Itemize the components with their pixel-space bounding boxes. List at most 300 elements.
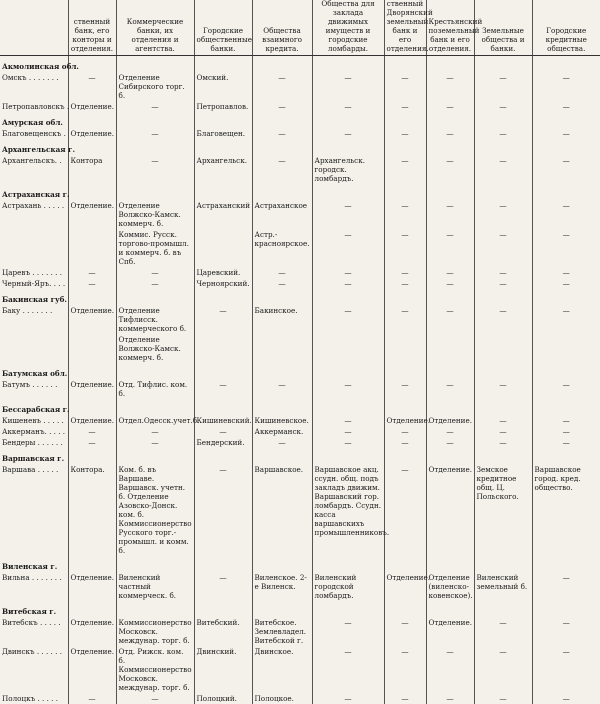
region-row (0, 399, 600, 415)
table-cell: — (116, 278, 194, 289)
table-cell: — (384, 617, 426, 646)
table-cell (532, 334, 600, 363)
table-cell (252, 139, 312, 155)
table-cell (252, 289, 312, 305)
table-cell: Коммис. Русск. торгово-промышл. и коммерч. б. въ Спб. (116, 229, 194, 267)
table-cell: — (474, 646, 532, 693)
table-cell (426, 334, 474, 363)
table-cell: — (116, 426, 194, 437)
table-cell (426, 184, 474, 200)
table-cell: — (384, 229, 426, 267)
table-cell: — (426, 305, 474, 334)
table-row (0, 415, 600, 426)
table-cell: — (532, 415, 600, 426)
table-cell: Варшавское город. кред. общество. (532, 464, 600, 556)
table-cell (312, 139, 384, 155)
region-name: Астраханская г. (0, 184, 68, 200)
table-cell (474, 601, 532, 617)
column-header: Общества для заклада движимых имуществ и городские ломбарды. (312, 0, 384, 56)
table-cell: — (116, 693, 194, 704)
table-cell (426, 112, 474, 128)
table-cell (68, 112, 116, 128)
table-cell: Отделение. (68, 646, 116, 693)
table-cell (116, 289, 194, 305)
city-name: Баку . . . . . . . (0, 305, 68, 334)
table-cell: — (384, 278, 426, 289)
city-name: Двинскъ . . . . . . (0, 646, 68, 693)
table-cell (194, 229, 252, 267)
table-cell (312, 184, 384, 200)
table-cell: — (426, 267, 474, 278)
table-cell: — (474, 155, 532, 184)
region-name: Амурская обл. (0, 112, 68, 128)
city-name (0, 334, 68, 363)
table-cell: Архангельск. (194, 155, 252, 184)
table-cell: — (312, 278, 384, 289)
table-cell: — (426, 278, 474, 289)
table-cell: — (312, 415, 384, 426)
table-cell: Отделение Волжско-Камск. коммерч. б. (116, 200, 194, 229)
table-cell: — (532, 267, 600, 278)
table-cell (312, 112, 384, 128)
table-cell (532, 363, 600, 379)
table-cell (384, 139, 426, 155)
table-row (0, 617, 600, 646)
table-cell: — (532, 278, 600, 289)
table-cell: — (116, 128, 194, 139)
table-cell (68, 399, 116, 415)
column-header: Общества взаимного кредита. (252, 0, 312, 56)
table-cell (252, 556, 312, 572)
table-cell (252, 601, 312, 617)
table-cell (194, 184, 252, 200)
table-cell (474, 112, 532, 128)
table-cell: Кишиневский. (194, 415, 252, 426)
table-row (0, 379, 600, 399)
table-cell (252, 112, 312, 128)
table-cell (532, 112, 600, 128)
table-cell (312, 289, 384, 305)
table-cell (312, 448, 384, 464)
table-cell: Полоцкое. (252, 693, 312, 704)
table-cell: — (252, 101, 312, 112)
table-cell: — (426, 200, 474, 229)
table-cell: — (426, 128, 474, 139)
table-cell: — (474, 72, 532, 101)
table-cell (384, 556, 426, 572)
city-name: Полоцкъ . . . . . (0, 693, 68, 704)
table-cell: — (252, 379, 312, 399)
table-cell (426, 289, 474, 305)
table-cell: — (532, 72, 600, 101)
table-cell (116, 139, 194, 155)
table-cell (532, 184, 600, 200)
table-cell: — (532, 617, 600, 646)
table-cell: — (384, 426, 426, 437)
column-header: Городские общественные банки. (194, 0, 252, 56)
table-cell (68, 363, 116, 379)
table-cell: — (68, 426, 116, 437)
table-cell (68, 139, 116, 155)
region-row (0, 363, 600, 379)
table-cell: — (474, 278, 532, 289)
table-cell: Бакинское. (252, 305, 312, 334)
table-cell (194, 139, 252, 155)
table-cell: Витебское. Землевладел. Витебской г. (252, 617, 312, 646)
table-cell: Бендерский. (194, 437, 252, 448)
table-cell: — (312, 229, 384, 267)
table-row (0, 693, 600, 704)
table-cell: — (312, 128, 384, 139)
table-row (0, 278, 600, 289)
table-cell (68, 601, 116, 617)
table-row (0, 426, 600, 437)
table-cell: Астраханский (194, 200, 252, 229)
table-cell: — (384, 464, 426, 556)
table-cell (532, 556, 600, 572)
table-cell (194, 556, 252, 572)
table-cell (252, 399, 312, 415)
table-cell: Виленский городской ломбардъ. (312, 572, 384, 601)
table-cell: — (252, 278, 312, 289)
table-cell: — (474, 415, 532, 426)
table-row (0, 572, 600, 601)
column-header: ственный Дворянский земельный банк и его отделения. (384, 0, 426, 56)
table-cell (312, 601, 384, 617)
table-cell: — (474, 200, 532, 229)
table-cell (384, 184, 426, 200)
column-header: Коммерческие банки, их отделения и агентства. (116, 0, 194, 56)
table-cell: Отделение. (68, 128, 116, 139)
table-cell: Царевский. (194, 267, 252, 278)
table-cell: — (194, 572, 252, 601)
table-cell (384, 289, 426, 305)
column-header (0, 0, 68, 56)
table-cell: Черноярский. (194, 278, 252, 289)
table-cell (532, 289, 600, 305)
city-name (0, 229, 68, 267)
table-cell: — (474, 229, 532, 267)
table-cell: — (116, 155, 194, 184)
table-cell (384, 56, 426, 73)
table-cell: — (116, 101, 194, 112)
table-cell (474, 399, 532, 415)
table-cell (426, 556, 474, 572)
table-cell: Петропавлов. (194, 101, 252, 112)
region-row (0, 601, 600, 617)
city-name: Аккерманъ. . . . . (0, 426, 68, 437)
table-cell: — (312, 101, 384, 112)
table-cell: Контора. (68, 464, 116, 556)
table-cell: Отделение Сибирского торг. б. (116, 72, 194, 101)
table-cell: — (116, 437, 194, 448)
table-cell: — (474, 379, 532, 399)
table-cell (532, 448, 600, 464)
table-cell (68, 556, 116, 572)
region-name: Бессарабская г. (0, 399, 68, 415)
table-cell: — (532, 693, 600, 704)
table-cell (426, 448, 474, 464)
table-cell: Отделение Тифлисск. коммерческого б. (116, 305, 194, 334)
table-cell: Отделение. (68, 200, 116, 229)
table-cell (532, 399, 600, 415)
table-cell: — (312, 267, 384, 278)
table-cell: — (384, 646, 426, 693)
table-cell: — (474, 267, 532, 278)
table-cell (384, 334, 426, 363)
table-cell (252, 334, 312, 363)
city-name: Варшава . . . . . (0, 464, 68, 556)
table-cell: Благовещен. (194, 128, 252, 139)
table-cell: Кишиневское. (252, 415, 312, 426)
table-cell: — (384, 72, 426, 101)
table-cell: — (532, 128, 600, 139)
table-cell: — (384, 128, 426, 139)
table-row (0, 101, 600, 112)
table-cell: — (312, 426, 384, 437)
table-row (0, 464, 600, 556)
table-header (0, 0, 600, 56)
table-cell: — (194, 305, 252, 334)
table-cell: Отделение. (426, 415, 474, 426)
city-name: Бендеры . . . . . . (0, 437, 68, 448)
table-cell: — (474, 617, 532, 646)
table-cell: — (312, 379, 384, 399)
table-cell: Полоцкий. (194, 693, 252, 704)
table-cell (532, 601, 600, 617)
city-name: Благовещенскъ . (0, 128, 68, 139)
city-name: Батумъ . . . . . . (0, 379, 68, 399)
table-cell: — (384, 305, 426, 334)
table-cell: Отделение (виленско-ковенское). (426, 572, 474, 601)
table-cell (426, 399, 474, 415)
table-cell: — (474, 426, 532, 437)
table-cell: — (116, 267, 194, 278)
table-cell: Варшавское. (252, 464, 312, 556)
table-cell: Аккерманск. (252, 426, 312, 437)
region-name: Бакинская губ. (0, 289, 68, 305)
column-header: ственный банк, его конторы и отделения. (68, 0, 116, 56)
region-row (0, 289, 600, 305)
table-cell (384, 601, 426, 617)
table-cell: — (384, 437, 426, 448)
table-cell (474, 56, 532, 73)
table-cell: — (426, 379, 474, 399)
table-cell (384, 112, 426, 128)
table-cell: — (532, 200, 600, 229)
table-cell: Виленский частный коммерческ. б. (116, 572, 194, 601)
table-cell: Двинское. (252, 646, 312, 693)
table-cell: — (68, 278, 116, 289)
region-name: Архангельская г. (0, 139, 68, 155)
table-cell: Отделение. (426, 617, 474, 646)
table-cell: — (312, 693, 384, 704)
table-row (0, 72, 600, 101)
table-cell: — (252, 128, 312, 139)
table-cell: — (532, 437, 600, 448)
table-cell (252, 184, 312, 200)
table-cell: — (312, 305, 384, 334)
table-cell (194, 56, 252, 73)
table-cell (426, 56, 474, 73)
table-cell: — (474, 693, 532, 704)
city-name: Царевъ . . . . . . . (0, 267, 68, 278)
table-cell: — (312, 200, 384, 229)
table-row (0, 128, 600, 139)
table-cell: — (426, 229, 474, 267)
table-cell (252, 56, 312, 73)
table-cell: Отделение. (68, 415, 116, 426)
table-row (0, 334, 600, 363)
table-cell (474, 448, 532, 464)
table-cell (426, 139, 474, 155)
table-cell (474, 289, 532, 305)
table-cell (116, 601, 194, 617)
region-row (0, 448, 600, 464)
table-cell (474, 184, 532, 200)
table-cell: Отделение. (68, 379, 116, 399)
region-name: Виленская г. (0, 556, 68, 572)
table-cell: Архангельск. городск. ломбардъ. (312, 155, 384, 184)
table-cell (252, 448, 312, 464)
table-cell: — (532, 101, 600, 112)
table-cell (68, 229, 116, 267)
table-cell: — (312, 437, 384, 448)
table-cell: — (474, 305, 532, 334)
table-cell: — (68, 267, 116, 278)
table-cell (474, 363, 532, 379)
table-cell (116, 363, 194, 379)
table-row (0, 305, 600, 334)
column-header: Земельные общества и банки. (474, 0, 532, 56)
table-cell: — (426, 72, 474, 101)
table-cell: Отд. Рижск. ком. б. Коммиссионерство Московск. междунар. торг. б. (116, 646, 194, 693)
table-cell (312, 363, 384, 379)
table-cell (384, 399, 426, 415)
region-name: Варшавская г. (0, 448, 68, 464)
table-cell: Виленское. 2-е Виленск. (252, 572, 312, 601)
table-cell: — (426, 646, 474, 693)
table-cell (194, 399, 252, 415)
table-cell: — (68, 437, 116, 448)
table-cell: — (384, 379, 426, 399)
table-cell (384, 363, 426, 379)
table-cell (68, 289, 116, 305)
table-cell: — (532, 305, 600, 334)
table-cell: Омский. (194, 72, 252, 101)
table-cell: Коммиссионерство Московск. междунар. торг. б. (116, 617, 194, 646)
table-cell (116, 448, 194, 464)
table-cell: Астраханское (252, 200, 312, 229)
table-cell (194, 448, 252, 464)
table-cell: Варшавское акц. ссудн. общ. подъ закладъ движим. Варшавский гор. ломбардъ. Ссудн. касса варшавскихъ промышленниковъ. (312, 464, 384, 556)
city-name: Архангельскъ. . (0, 155, 68, 184)
table-cell (194, 601, 252, 617)
table-cell (116, 399, 194, 415)
table-row (0, 646, 600, 693)
table-cell (116, 556, 194, 572)
table-cell: Астр.-красноярское. (252, 229, 312, 267)
table-cell: Ком. б. въ Варшаве. Варшавск. учетн. б. Отделение Азовско-Донск. ком. б. Коммиссионерство Русского торг.-промышл. и комм. б. (116, 464, 194, 556)
table-cell: — (532, 572, 600, 601)
table-cell (474, 139, 532, 155)
table-cell: — (384, 155, 426, 184)
city-name: Витебскъ . . . . . (0, 617, 68, 646)
table-cell: Отделение. (68, 101, 116, 112)
region-row (0, 56, 600, 73)
city-name: Омскъ . . . . . . . (0, 72, 68, 101)
table-cell: — (474, 437, 532, 448)
table-cell (68, 184, 116, 200)
table-cell: — (194, 426, 252, 437)
city-name: Кишеневъ . . . . . (0, 415, 68, 426)
table-cell: Отделение. (68, 617, 116, 646)
table-cell: — (68, 72, 116, 101)
table-cell (312, 56, 384, 73)
column-header: Крестьянский поземельный банк и его отделения. (426, 0, 474, 56)
table-row (0, 200, 600, 229)
city-name: Черный-Яръ. . . . (0, 278, 68, 289)
table-cell (426, 363, 474, 379)
table-cell (68, 448, 116, 464)
table-cell: — (474, 101, 532, 112)
table-cell (312, 399, 384, 415)
table-cell (194, 289, 252, 305)
table-cell: — (426, 437, 474, 448)
table-cell: — (532, 155, 600, 184)
table-cell (252, 363, 312, 379)
table-cell: — (426, 101, 474, 112)
region-row (0, 556, 600, 572)
table-cell: Земское кредитное общ. Ц. Польского. (474, 464, 532, 556)
table-cell (426, 601, 474, 617)
city-name: Петропавловскъ . (0, 101, 68, 112)
table-cell: — (312, 617, 384, 646)
table-cell: — (426, 155, 474, 184)
table-cell (312, 556, 384, 572)
column-header: Городские кредитные общества. (532, 0, 600, 56)
table-cell: — (426, 693, 474, 704)
table-cell: — (384, 200, 426, 229)
table-cell: — (532, 646, 600, 693)
table-cell (532, 56, 600, 73)
table-row (0, 229, 600, 267)
region-name: Акмолинская обл. (0, 56, 68, 73)
region-name: Батумская обл. (0, 363, 68, 379)
table-body (0, 56, 600, 704)
region-row (0, 184, 600, 200)
table-cell (116, 112, 194, 128)
table-cell: — (474, 128, 532, 139)
table-cell: Витебский. (194, 617, 252, 646)
table-cell: — (312, 646, 384, 693)
table-cell: — (426, 426, 474, 437)
table-cell (194, 112, 252, 128)
table-cell (116, 184, 194, 200)
table-cell: Отделение. (384, 572, 426, 601)
table-cell: Отделение. (68, 305, 116, 334)
table-cell: Виленский земельный б. (474, 572, 532, 601)
table-row (0, 267, 600, 278)
table-cell: Отделение. (384, 415, 426, 426)
table-cell: — (252, 437, 312, 448)
table-cell: — (252, 72, 312, 101)
table-cell: — (68, 693, 116, 704)
region-name: Витебская г. (0, 601, 68, 617)
table-cell (68, 334, 116, 363)
table-cell: — (532, 229, 600, 267)
table-cell (194, 363, 252, 379)
